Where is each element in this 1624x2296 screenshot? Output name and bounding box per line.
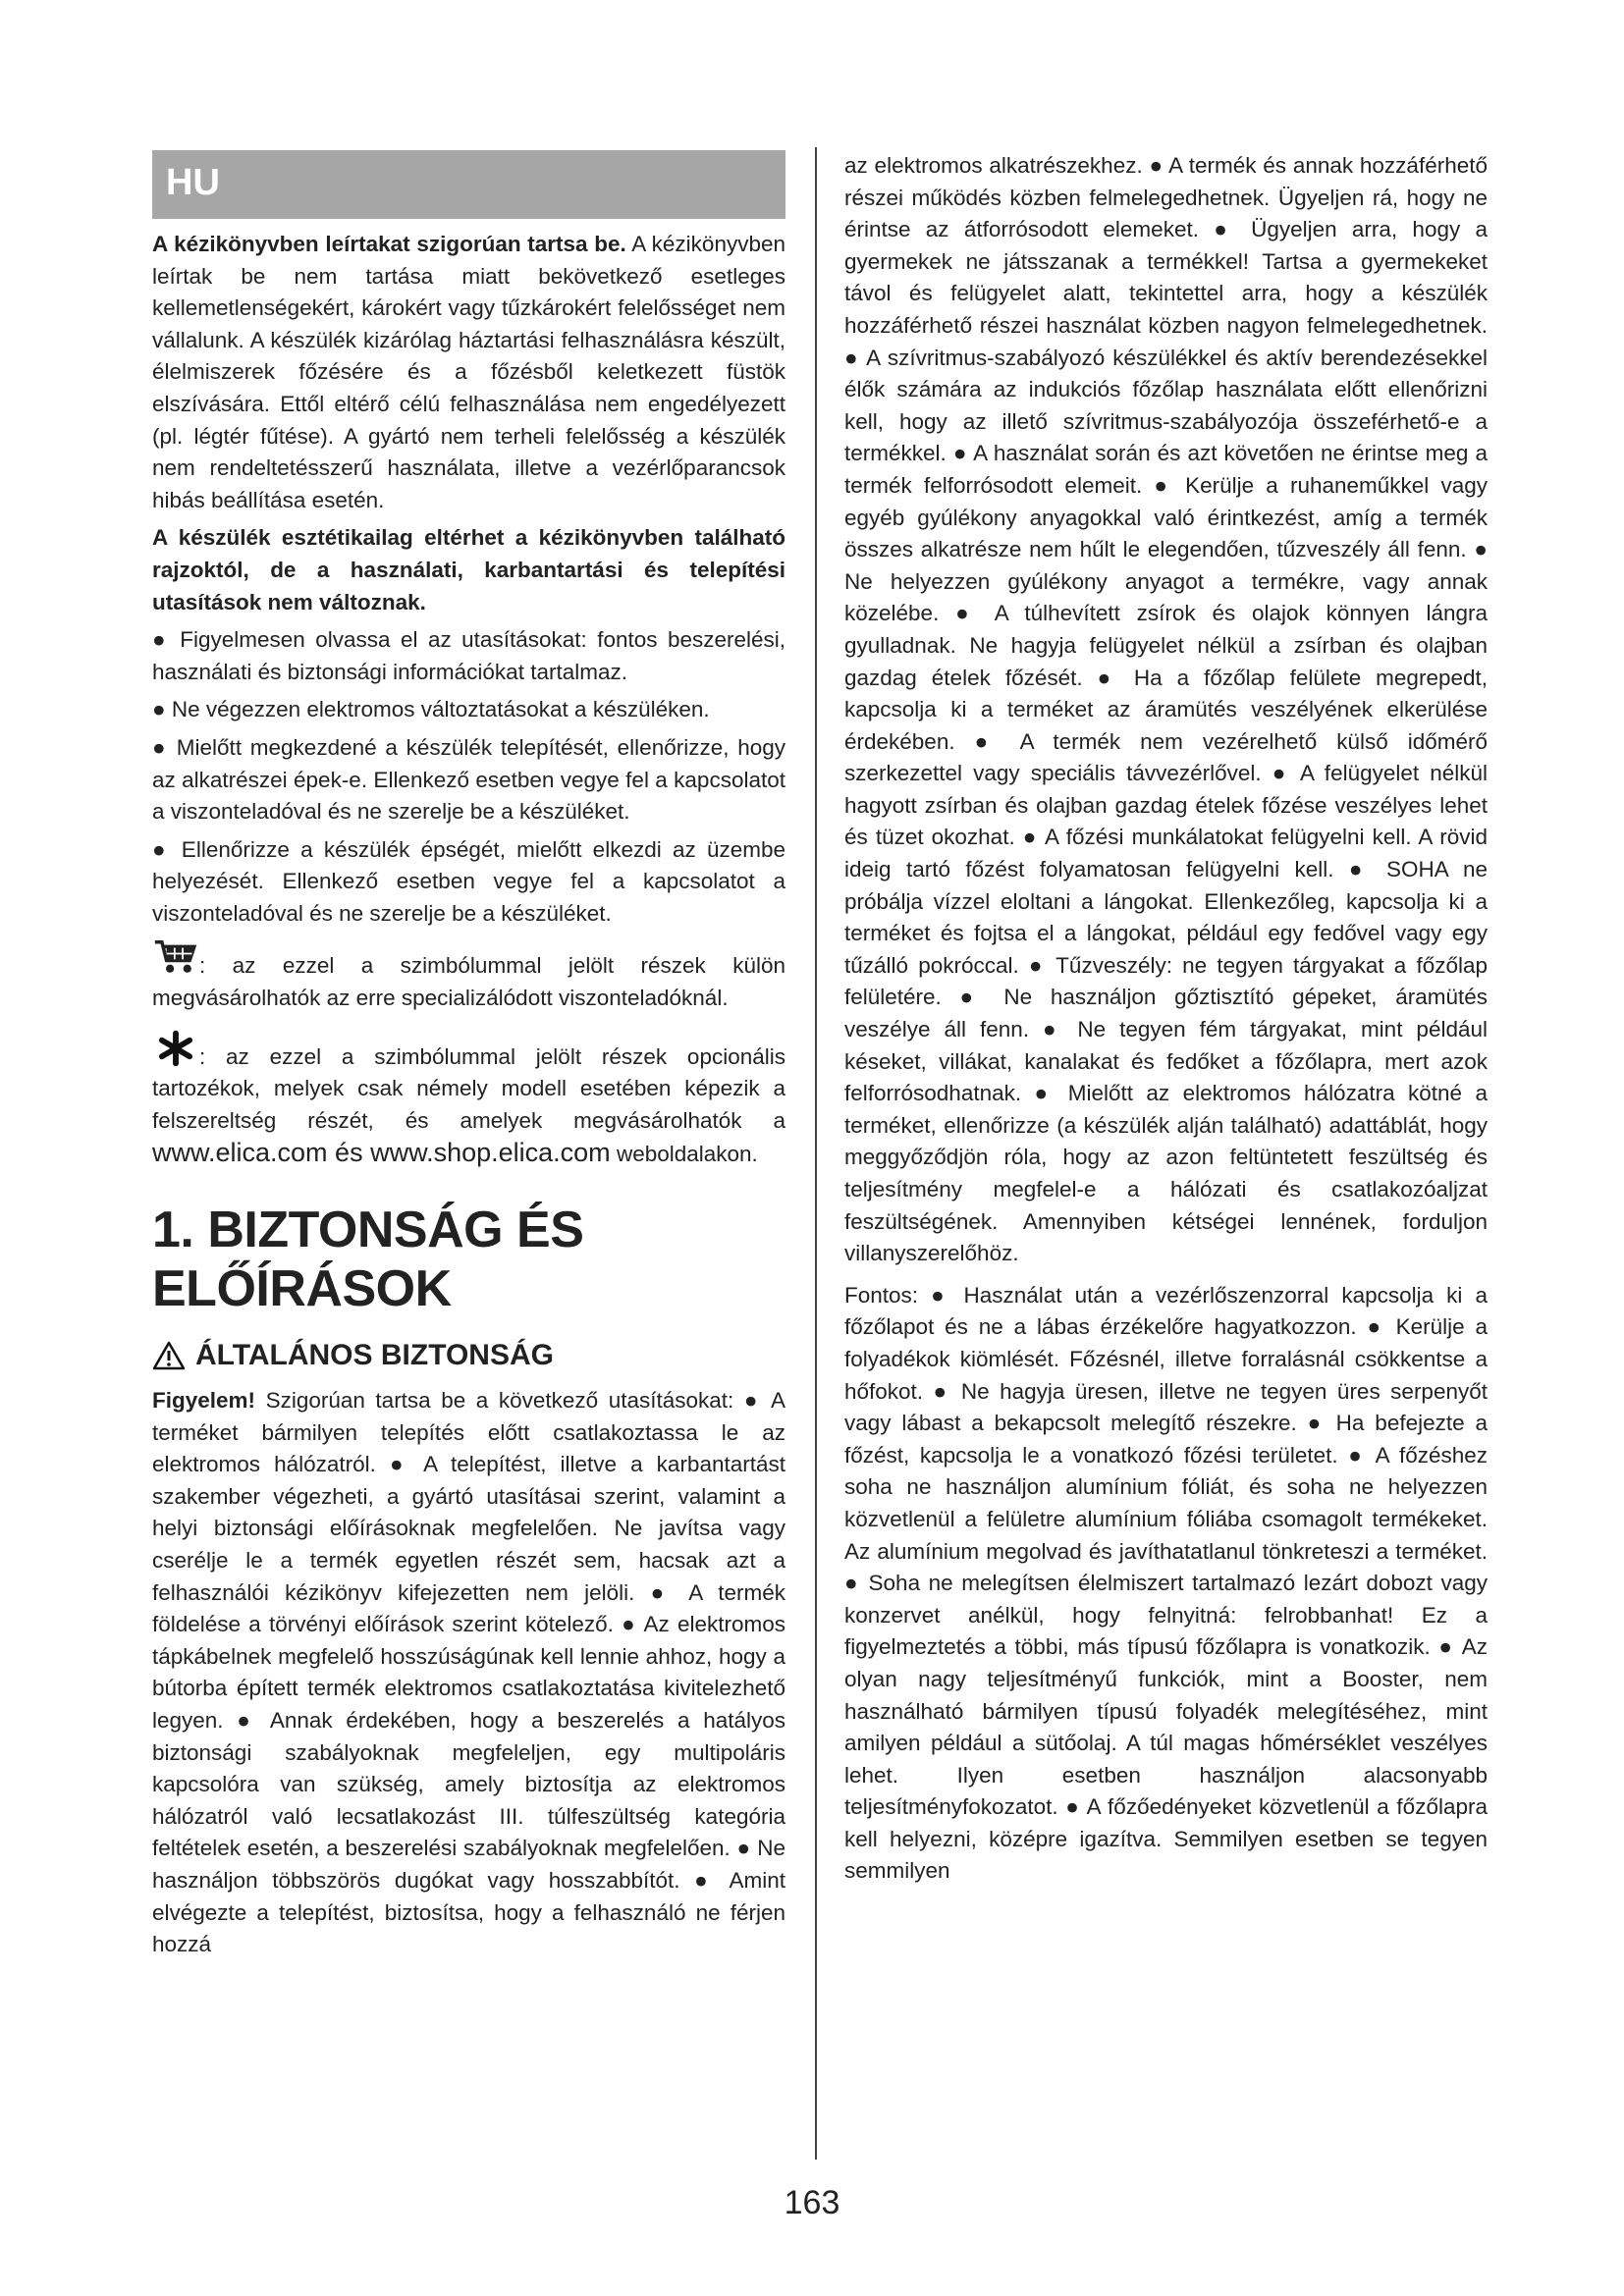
shopping-cart-icon — [152, 937, 199, 977]
intro-text: A kézikönyvben leírtak be nem tartása miatt bekövetkező esetleges kellemetlenségekért, károkért vagy tűzkárokért felelősséget nem vállalunk. A készülék kizárólag háztartási felhasználásra készült, élelmiszerek főzésére és a főzésből keletkezett füstök elszívására. Ettől eltérő célú felhasználása nem engedélyezett (pl. légtér fűtése). A gyártó nem terheli felelősség a készülék nem rendeltetésszerű használata, illetve a vezérlőparancsok hibás beállítása esetén. — [152, 232, 785, 512]
bullet-read-instructions: ● Figyelmesen olvassa el az utasításokat: fontos beszerelési, használati és biztonsági információkat tartalmaz. — [152, 627, 785, 684]
cart-symbol-note — [152, 937, 785, 1014]
left-column — [152, 150, 785, 1967]
intro-paragraph — [152, 229, 785, 516]
and-word: és — [327, 1138, 371, 1168]
star-symbol-note — [152, 1029, 785, 1171]
section-heading: 1. BIZTONSÁG ÉS ELŐÍRÁSOK — [152, 1201, 584, 1318]
websites-tail: weboldalakon. — [610, 1142, 758, 1167]
cart-symbol-text: : az ezzel a szimbólummal jelölt részek külön megvásárolhatók az erre specializálódott viszonteladóknál. — [152, 953, 785, 1011]
warning-triangle-icon — [152, 1341, 186, 1370]
website-elica-shop[interactable]: www.shop.elica.com — [370, 1138, 611, 1168]
important-paragraph: Fontos: ● Használat után a vezérlőszenzorral kapcsolja ki a főzőlapot és ne a lábas érzékelőre hagyatkozzon. ● Kerülje a folyadékok kiömlését. Főzésnél, illetve forralásnál csökkentse a hőfokot. ● Ne hagyja üresen, illetve ne tegyen üres serpenyőt vagy lábast a bekapcsolt melegítő részekre. ● Ha befejezte a főzést, kapcsolja le a vonatkozó főzési területet. ● A főzéshez soha ne használjon alumínium fóliát, és soha ne helyezzen közvetlenül a felületre alumínium fóliába csomagolt termékeket. Az alumínium megolvad és javíthatatlanul tönkreteszi a terméket. ● Soha ne melegítsen élelmiszert tartalmazó lezárt dobozt vagy konzervet anélkül, hogy felnyitná: felrobbanhat! Ez a figyelmeztetés a többi, más típusú főzőlapra is vonatkozik. ● Az olyan nagy teljesítményű funkciók, mint a Booster, nem használható bármilyen típusú folyadék melegítéséhez, mint amilyen például a sütőolaj. A túl magas hőmérséklet veszélyes lehet. Ilyen esetben használjon alacsonyabb teljesítményfokozatot. ● A főzőedényeket közvetlenül a főzőlapra kell helyezni, középre igazítva. Semmilyen esetben se tegyen semmilyen — [844, 1282, 1488, 1884]
warning-paragraph — [152, 1385, 785, 1961]
language-tag: HU — [166, 162, 220, 203]
warning-text: Szigorúan tartsa be a következő utasításokat: ● A terméket bármilyen telepítés előtt csatlakoztassa le az elektromos hálózatról. ● A telepítést, illetve a karbantartást szakember végezheti, a gyártó utasításai szerint, valamint a helyi biztonsági előírásoknak megfelelően. Ne javítsa vagy cserélje le a termék egyetlen részét sem, hacsak azt a felhasználói kézikönyv kifejezetten nem jelöli. ● A termék földelése a törvényi előírások szerint kötelező. ● Az elektromos tápkábelnek megfelelő hosszúságúnak kell lennie ahhoz, hogy a bútorba épített termék elektromos csatlakoztatása kivitelezhető legyen. ● Annak érdekében, hogy a beszerelés a hatályos biztonsági szabályoknak megfeleljen, egy multipoláris kapcsolóra van szükség, amely biztosítja az elektromos hálózatról való lecsatlakozást III. túlfeszültség kategória feltételek esetén, a beszerelési szabályoknak megfelelően. ● Ne használjon többszörös dugókat vagy hosszabbítót. ● Amint elvégezte a telepítést, biztosítsa, hogy a felhasználó ne férjen hozzá — [152, 1388, 785, 1957]
column-divider — [815, 147, 817, 2160]
right-column — [844, 150, 1488, 1894]
safety-paragraph-continued: az elektromos alkatrészekhez. ● A termék és annak hozzáférhető részei működés közben felmelegedhetnek. Ügyeljen rá, hogy ne érintse az átforrósodott elemeket. ● Ügyeljen arra, hogy a gyermekek ne játsszanak a termékkel! Tartsa a gyermekeket távol és felügyelet alatt, tekintettel arra, hogy a készülék hozzáférhető részei használat közben nagyon felmelegedhetnek. ● A szívritmus-szabályozó készülékkel és aktív berendezésekkel élők számára az indukciós főzőlap használata előtt ellenőrizni kell, hogy az illető szívritmus-szabályozója összeférhető-e a termékkel. ● A használat során és azt követően ne érintse meg a termék felforrósodott elemeit. ● Kerülje a ruhaneműkkel vagy egyéb gyúlékony anyagokkal való érintkezést, amíg a termék összes alkatrésze nem hűlt le elegendően, tűzveszély áll fenn. ● Ne helyezzen gyúlékony anyagot a termékre, vagy annak közelébe. ● A túlhevített zsírok és olajok könnyen lángra gyulladnak. Ne hagyja felügyelet nélkül a zsírban és olajban gazdag ételek főzését. ● Ha a főzőlap felülete megrepedt, kapcsolja ki a terméket az áramütés veszélyének elkerülése érdekében. ● A termék nem vezérelhető külső időmérő szerkezettel vagy speciális távvezérlővel. ● A felügyelet nélkül hagyott zsírban és olajban gazdag ételek főzése veszélyes lehet és tüzet okozhat. ● A főzési munkálatokat felügyelni kell. A rövid ideig tartó főzést folyamatosan felügyelni kell. ● SOHA ne próbálja vízzel eloltani a lángokat. Ellenkezőleg, kapcsolja ki a terméket és fojtsa el a lángokat, például egy fedővel vagy egy tűzálló pokróccal. ● Tűzveszély: ne tegyen tárgyakat a főzőlap felületére. ● Ne használjon gőztisztító gépeket, áramütés veszélye áll fenn. ● Ne tegyen fém tárgyakat, mint például késeket, villákat, kanalakat és fedőket a főzőlapra, mert azok felforrósodhatnak. ● Mielőtt az elektromos hálózatra kötné a terméket, ellenőrizze (a készülék alján található) adattáblát, hogy meggyőződjön róla, hogy az azon feltüntetett feszültség és teljesítmény megfelel-e a hálózati és csatlakozóaljzat feszültségének. Amennyiben kétségei lennének, forduljon villanyszerelőhöz. — [844, 153, 1488, 1266]
bullet-no-electrical-changes: ● Ne végezzen elektromos változtatásokat a készüléken. — [152, 697, 710, 722]
subsection-heading — [152, 1336, 785, 1375]
bullet-check-parts: ● Mielőtt megkezdené a készülék telepítését, ellenőrizze, hogy az alkatrészei épek-e. Ellenkező esetben vegye fel a kapcsolatot a viszonteladóval és ne szerelje be a készüléket. — [152, 734, 785, 825]
warning-lead: Figyelem! — [152, 1388, 256, 1414]
subsection-heading-text: ÁLTALÁNOS BIZTONSÁG — [195, 1339, 554, 1372]
bullet-check-integrity: ● Ellenőrizze a készülék épségét, mielőtt elkezdi az üzembe helyezését. Ellenkező esetben vegye fel a kapcsolatot a viszonteladóval és ne szerelje be a készüléket. — [152, 836, 785, 926]
intro-bold: A kézikönyvben leírtakat szigorúan tartsa be. — [152, 232, 626, 256]
website-elica[interactable]: www.elica.com — [152, 1138, 328, 1168]
page-number: 163 — [784, 2184, 840, 2221]
star-symbol-text: : az ezzel a szimbólummal jelölt részek opcionális tartozékok, melyek csak némely modell esetében képezik a felszereltség részét, és amelyek megvásárolhatók a — [152, 1043, 785, 1133]
asterisk-icon — [152, 1029, 199, 1068]
design-notice: A készülék esztétikailag eltérhet a kézikönyvben található rajzoktól, de a használati, karbantartási és telepítési utasítások nem változnak. — [152, 525, 785, 614]
